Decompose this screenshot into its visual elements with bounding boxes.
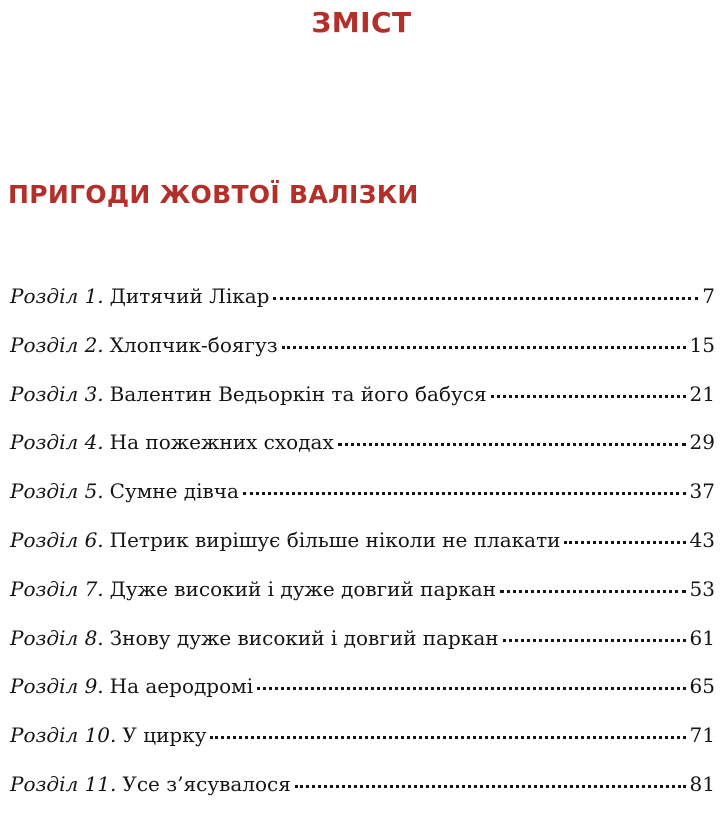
dot-leader <box>257 667 685 690</box>
chapter-title: У цирку <box>122 723 207 748</box>
chapter-title: Валентин Ведьоркін та його бабуся <box>109 381 487 406</box>
table-of-contents <box>10 278 715 815</box>
toc-entry <box>10 766 715 815</box>
chapter-title: Петрик вирішує більше ніколи не плакати <box>109 527 561 552</box>
dot-leader <box>564 521 685 544</box>
chapter-title: Дитячий Лікар <box>109 284 270 308</box>
chapter-label: Розділ 2. <box>10 332 104 357</box>
chapter-label: Розділ 10. <box>10 723 117 748</box>
dot-leader <box>243 472 686 495</box>
chapter-title: Знову дуже високий і довгий паркан <box>109 625 499 650</box>
toc-entry <box>10 424 715 473</box>
page-number: 65 <box>689 674 715 699</box>
page-number: 29 <box>689 430 715 455</box>
chapter-title: На пожежних сходах <box>109 430 334 455</box>
chapter-label: Розділ 8. <box>10 625 104 650</box>
chapter-label: Розділ 3. <box>10 381 104 406</box>
page-number: 61 <box>689 625 715 650</box>
chapter-label: Розділ 9. <box>10 674 104 699</box>
dot-leader <box>210 716 685 739</box>
chapter-title: Усе з’ясувалося <box>122 771 291 796</box>
chapter-label: Розділ 6. <box>10 527 104 552</box>
chapter-title: Сумне дівча <box>109 479 239 504</box>
dot-leader <box>295 765 686 788</box>
page-number: 15 <box>689 332 715 357</box>
chapter-title: Хлопчик-боягуз <box>109 332 278 357</box>
toc-entry <box>10 717 715 766</box>
toc-entry <box>10 522 715 571</box>
toc-entry <box>10 620 715 669</box>
page-number: 81 <box>689 771 715 796</box>
chapter-label: Розділ 5. <box>10 479 104 504</box>
chapter-label: Розділ 4. <box>10 430 104 455</box>
page-title: ЗМІСТ <box>311 6 412 39</box>
toc-entry <box>10 473 715 522</box>
chapter-label: Розділ 7. <box>10 576 104 601</box>
dot-leader <box>273 277 698 300</box>
toc-entry <box>10 278 715 327</box>
toc-entry <box>10 376 715 425</box>
toc-entry <box>10 668 715 717</box>
chapter-label: Розділ 1. <box>10 284 104 308</box>
dot-leader <box>491 375 686 398</box>
dot-leader <box>503 619 686 642</box>
toc-entry <box>10 327 715 376</box>
page-number: 53 <box>689 576 715 601</box>
chapter-title: На аеродромі <box>109 674 254 699</box>
dot-leader <box>500 570 686 593</box>
page-number: 71 <box>689 723 715 748</box>
page-number: 43 <box>689 527 715 552</box>
page-number: 37 <box>689 479 715 504</box>
page-number: 7 <box>702 284 715 308</box>
toc-entry <box>10 571 715 620</box>
section-title: ПРИГОДИ ЖОВТОЇ ВАЛІЗКИ <box>8 180 419 209</box>
chapter-title: Дуже високий і дуже довгий паркан <box>109 576 496 601</box>
chapter-label: Розділ 11. <box>10 771 117 796</box>
dot-leader <box>282 326 686 349</box>
page-number: 21 <box>689 381 715 406</box>
dot-leader <box>338 423 686 446</box>
